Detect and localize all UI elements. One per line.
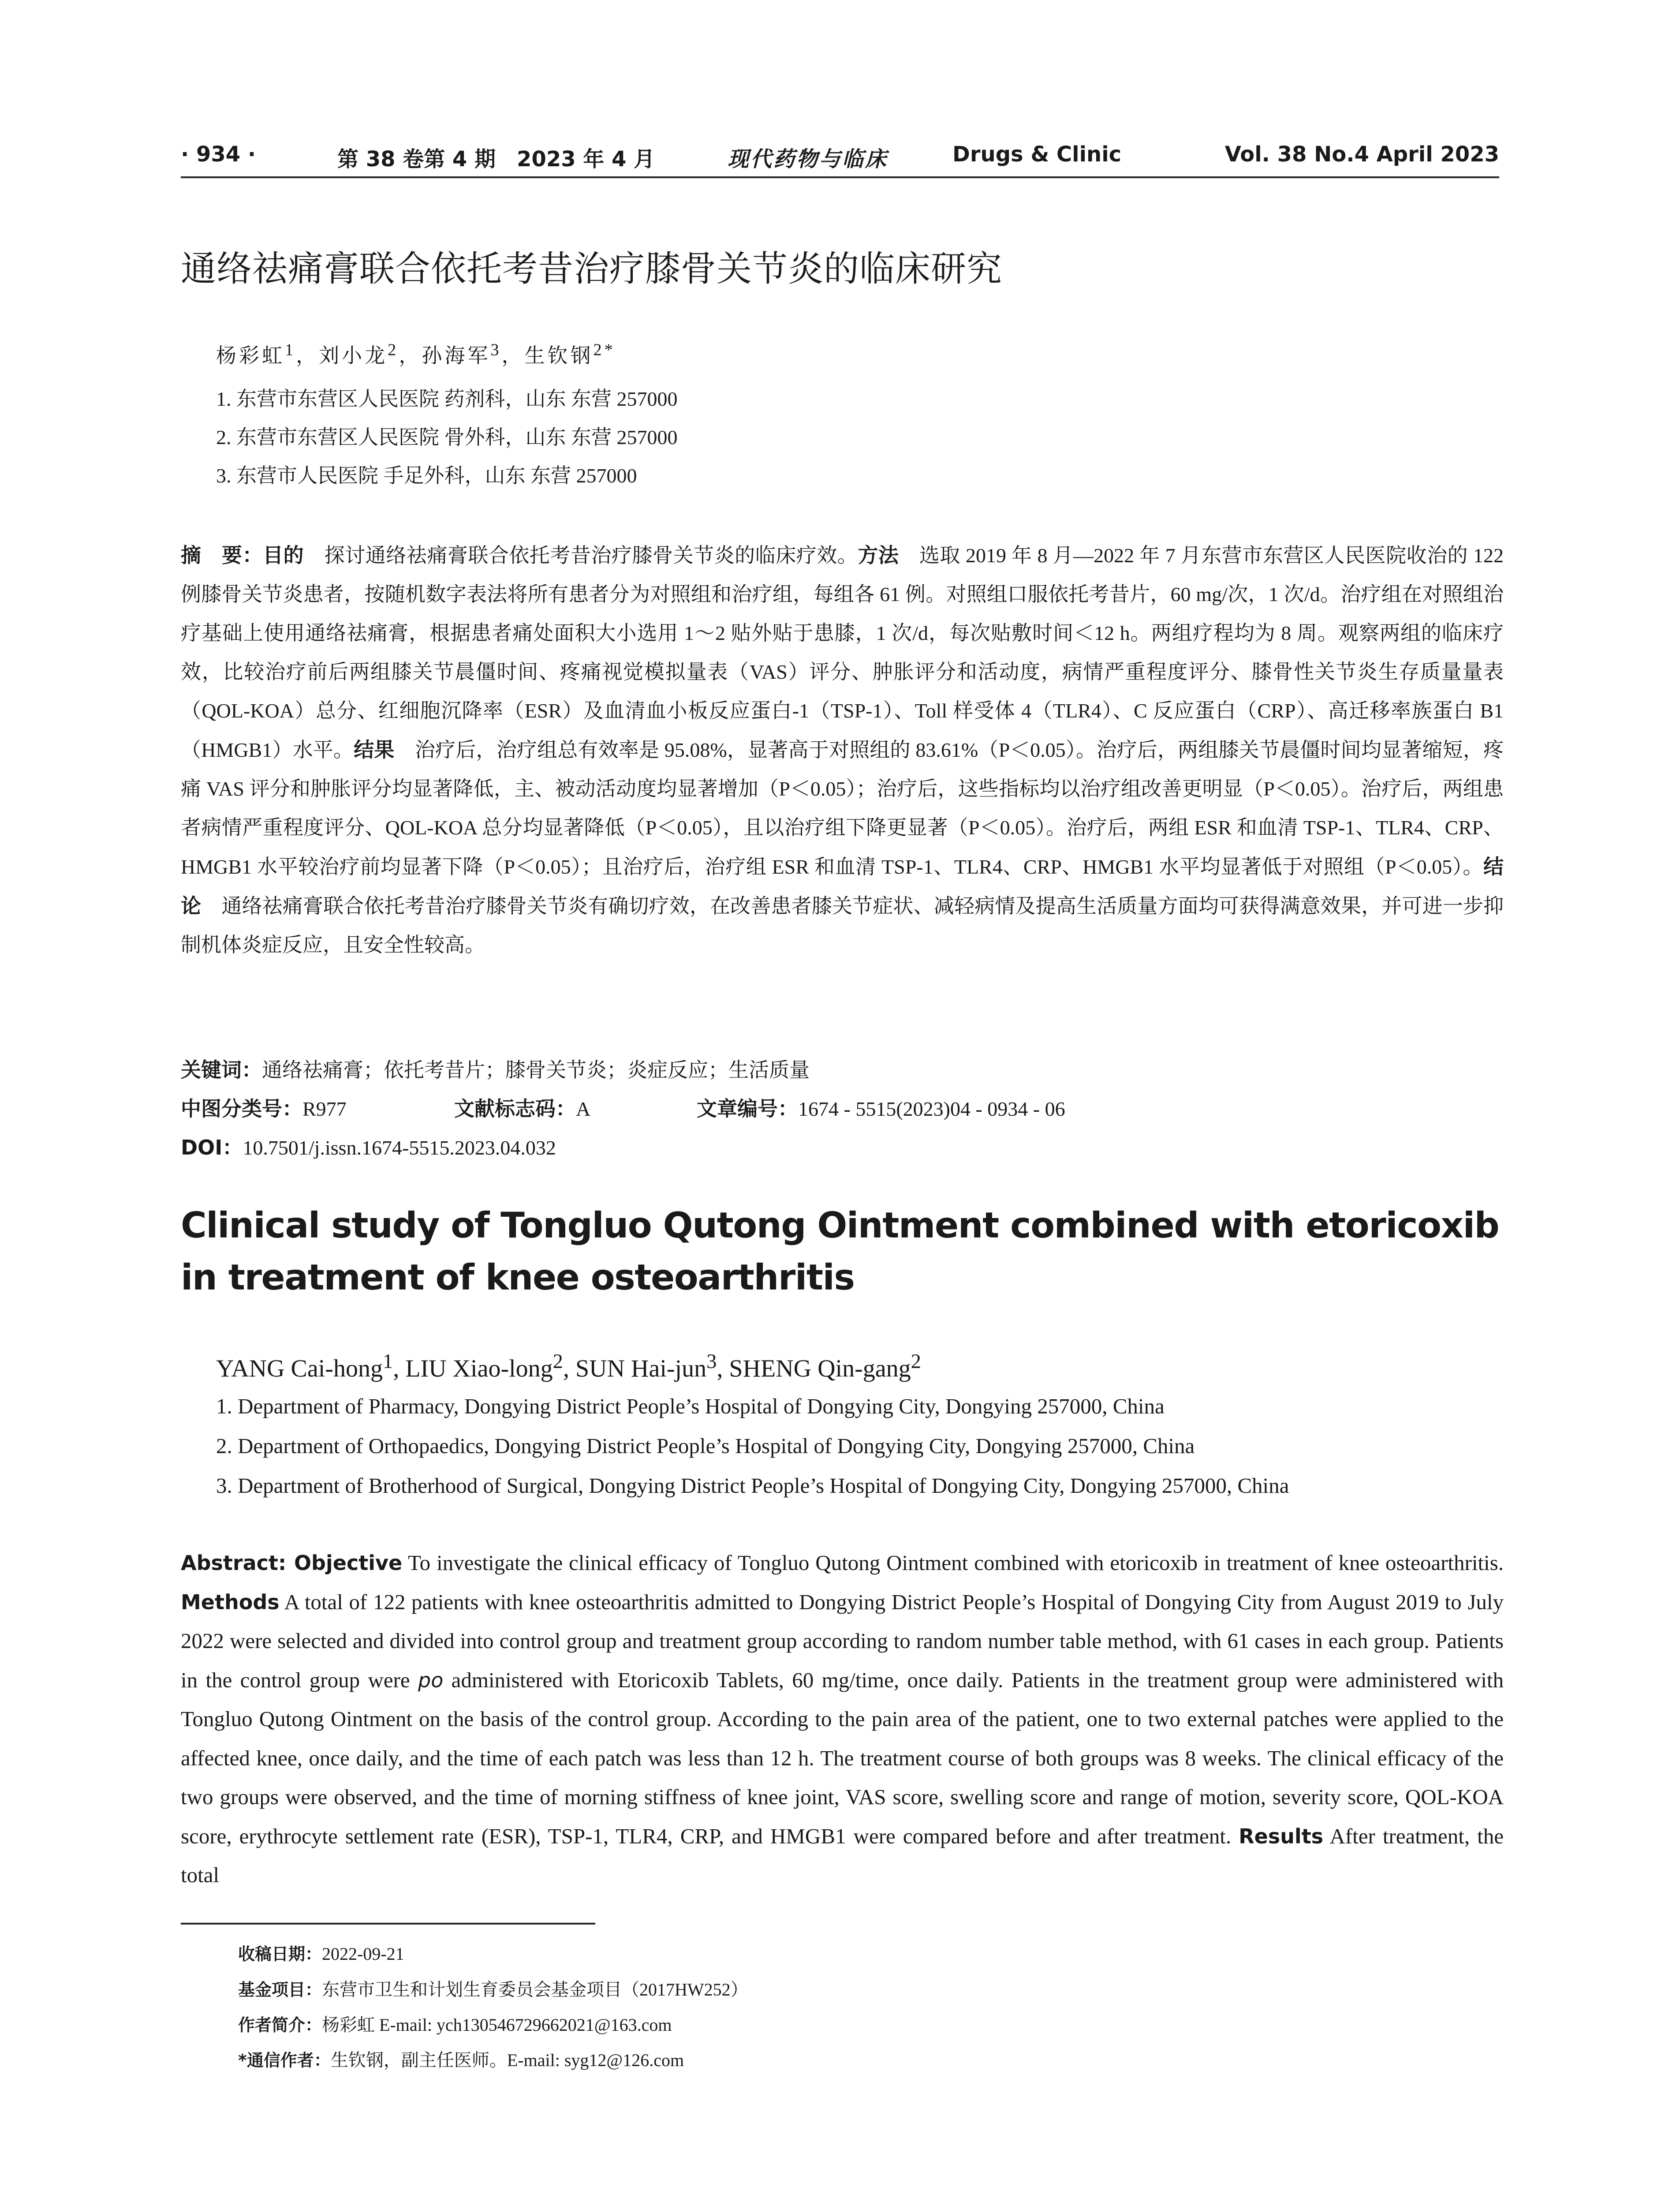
page-number: · 934 · [181, 142, 256, 167]
results-text: After treatment, the total [181, 1824, 1504, 1887]
methods-label: 方法 [858, 543, 899, 567]
article-no-label: 文章编号： [697, 1097, 798, 1121]
results-text: 治疗后，治疗组总有效率是 95.08%，显著高于对照组的 83.61%（P＜0.05）。治疗后，两组膝关节晨僵时间均显著缩短，疼痛 VAS 评分和肿胀评分均显著降低，主、被动活动度均显著增加（P＜0.05）；治疗后，这些指标均以治疗组改善更明显（P＜0.05）。治疗后，两组患者病情严重程度评分、QOL-KOA 总分均显著降低（P＜0.05），且以治疗组下降更显著（P＜0.05）。治疗后，两组 ESR 和血清 TSP-1、TLR4、CRP、HMGB1 水平较治疗前均显著下降（P＜0.05）；且治疗后，治疗组 ESR 和血清 TSP-1、TLR4、CRP、HMGB1 水平均显著低于对照组（P＜0.05）。 [181, 739, 1504, 878]
conclusion-label: 结论 [181, 855, 1504, 918]
footnote-corresponding [238, 2046, 684, 2071]
title-cn: 通络祛痛膏联合依托考昔治疗膝骨关节炎的临床研究 [181, 248, 1002, 289]
authors-en [216, 1349, 921, 1383]
footnote-label: 基金项目： [238, 1980, 322, 1999]
issue-cn: 第 38 卷第 4 期 2023 年 4 月 [337, 147, 655, 172]
footnote-text: 东营市卫生和计划生育委员会基金项目（2017HW252） [322, 1980, 748, 1999]
doi: 10.7501/j.issn.1674-5515.2023.04.032 [243, 1136, 556, 1159]
methods-text: A total of 122 patients with knee osteoarthritis admitted to Dongying District People’s Hospital of Dongying City from August 2019 to July 2022 were selected and divided into control group and treatment group according to random number table method, with 61 cases in each group. Patients in the control group were [181, 1589, 1504, 1692]
journal-name-cn: 现代药物与临床 [728, 148, 889, 171]
results-label: 结果 [354, 738, 395, 762]
footnote-fund [238, 1976, 748, 2001]
author-separator: ， [399, 344, 422, 367]
classification-line [181, 1093, 1065, 1122]
author: 孙海军 [422, 344, 491, 367]
author-separator: , [563, 1355, 575, 1383]
po-abbrev: po [418, 1668, 444, 1692]
methods-label: Methods [181, 1590, 280, 1614]
doi-label: DOI： [181, 1136, 243, 1159]
affiliation-en: 3. Department of Brotherhood of Surgical, Dongying District People’s Hospital of Dongying City, Dongying 257000, China [216, 1473, 1289, 1498]
author-affiliation-mark: 2* [593, 340, 616, 359]
author-affiliation-mark: 3 [490, 340, 502, 359]
doc-code-label: 文献标志码： [454, 1097, 576, 1121]
footnote-label: 作者简介： [238, 2015, 322, 2035]
abstract-objective-label: Abstract: Objective [181, 1551, 403, 1575]
author: SUN Hai-jun [575, 1355, 707, 1383]
footnote-text: 杨彩虹 E-mail: ych130546729662021@163.com [322, 2015, 672, 2035]
article-no: 1674 - 5515(2023)04 - 0934 - 06 [798, 1098, 1065, 1120]
author-separator: , [393, 1355, 406, 1383]
affiliation-cn: 2. 东营市东营区人民医院 骨外科，山东 东营 257000 [216, 426, 678, 448]
affiliation-cn: 3. 东营市人民医院 手足外科，山东 东营 257000 [216, 464, 637, 487]
author: YANG Cai-hong [216, 1355, 383, 1383]
affiliation-en: 2. Department of Orthopaedics, Dongying District People’s Hospital of Dongying City, Dongying 257000, China [216, 1434, 1195, 1458]
objective-text: 探讨通络祛痛膏联合依托考昔治疗膝骨关节炎的临床疗效。 [304, 544, 858, 567]
clc-code: R977 [302, 1098, 347, 1120]
footnote-received [238, 1940, 404, 1965]
authors-cn [216, 340, 616, 369]
author-affiliation-mark: 2 [388, 340, 399, 359]
footnote-rule [181, 1923, 595, 1925]
author-separator: ， [296, 344, 319, 367]
keywords-line [181, 1054, 810, 1083]
affiliation-cn: 1. 东营市东营区人民医院 药剂科，山东 东营 257000 [216, 388, 678, 410]
doc-code: A [576, 1098, 591, 1120]
author-separator: ， [501, 344, 525, 367]
author: 杨彩虹 [216, 344, 285, 367]
objective-text: To investigate the clinical efficacy of Tongluo Qutong Ointment combined with etoricoxib in treatment of knee osteoarthritis. [402, 1551, 1504, 1575]
conclusion-text: 通络祛痛膏联合依托考昔治疗膝骨关节炎有确切疗效，在改善患者膝关节症状、减轻病情及提高生活质量方面均可获得满意效果，并可进一步抑制机体炎症反应，且安全性较高。 [181, 895, 1504, 956]
author: LIU Xiao-long [405, 1355, 553, 1383]
author-affiliation-mark: 3 [706, 1350, 717, 1373]
author-affiliation-mark: 1 [285, 340, 296, 359]
title-en: Clinical study of Tongluo Qutong Ointment combined with etoricoxib in treatment of knee osteoarthritis [181, 1205, 1499, 1298]
clc-label: 中图分类号： [181, 1097, 302, 1121]
author-affiliation-mark: 2 [911, 1350, 921, 1373]
issue-en: Vol. 38 No.4 April 2023 [1225, 142, 1499, 167]
author: 刘小龙 [319, 344, 388, 367]
results-label: Results [1239, 1824, 1324, 1848]
author: 生钦钢 [524, 344, 594, 367]
footnote-label: *通信作者： [238, 2051, 331, 2070]
footnote-author [238, 2011, 672, 2036]
footnote-text: 2022-09-21 [322, 1944, 404, 1964]
affiliation-en: 1. Department of Pharmacy, Dongying District People’s Hospital of Dongying City, Dongying 257000, China [216, 1394, 1165, 1418]
footnote-label: 收稿日期： [238, 1944, 322, 1964]
doi-line [181, 1132, 556, 1161]
journal-name-en: Drugs & Clinic [952, 142, 1122, 167]
author-separator: , [717, 1355, 729, 1383]
keywords: 通络祛痛膏；依托考昔片；膝骨关节炎；炎症反应；生活质量 [262, 1059, 810, 1081]
footnote-text: 生钦钢，副主任医师。E-mail: syg12@126.com [330, 2050, 684, 2070]
author-affiliation-mark: 1 [382, 1350, 393, 1373]
methods-text: administered with Etoricoxib Tablets, 60 mg/time, once daily. Patients in the treatment group were administered with Tongluo Qutong Ointment on the basis of the control group. According to the pain area of the patient, one to two external patches were applied to the affected knee, once daily, and the time of each patch was less than 12 h. The treatment course of both groups was 8 weeks. The clinical efficacy of the two groups were observed, and the time of morning stiffness of knee joint, VAS score, swelling score and range of motion, severity score, QOL-KOA score, erythrocyte settlement rate (ESR), TSP-1, TLR4, CRP, and HMGB1 were compared before and after treatment. [181, 1667, 1504, 1848]
objective-label: 目的 [263, 543, 304, 567]
abstract-en [181, 1544, 1504, 1895]
header-rule [181, 176, 1499, 178]
abstract-label: 摘 要： [181, 543, 263, 567]
running-header [181, 142, 1499, 177]
methods-text: 选取 2019 年 8 月—2022 年 7 月东营市东营区人民医院收治的 122 例膝骨关节炎患者，按随机数字表法将所有患者分为对照组和治疗组，每组各 61 例。对照组口服依托考昔片，60 mg/次，1 次/d。治疗组在对照组治疗基础上使用通络祛痛膏，根据患者痛处面积大小选用 1～2 贴外贴于患膝，1 次/d，每次贴敷时间＜12 h。两组疗程均为 8 周。观察两组的临床疗效，比较治疗前后两组膝关节晨僵时间、疼痛视觉模拟量表（VAS）评分、肿胀评分和活动度，病情严重程度评分、膝骨性关节炎生存质量量表（QOL-KOA）总分、红细胞沉降率（ESR）及血清血小板反应蛋白-1（TSP-1）、Toll 样受体 4（TLR4）、C 反应蛋白（CRP）、高迁移率族蛋白 B1（HMGB1）水平。 [181, 544, 1504, 761]
author: SHENG Qin-gang [729, 1355, 911, 1383]
keywords-label: 关键词： [181, 1058, 262, 1082]
author-affiliation-mark: 2 [553, 1350, 563, 1373]
abstract-cn [181, 536, 1504, 964]
